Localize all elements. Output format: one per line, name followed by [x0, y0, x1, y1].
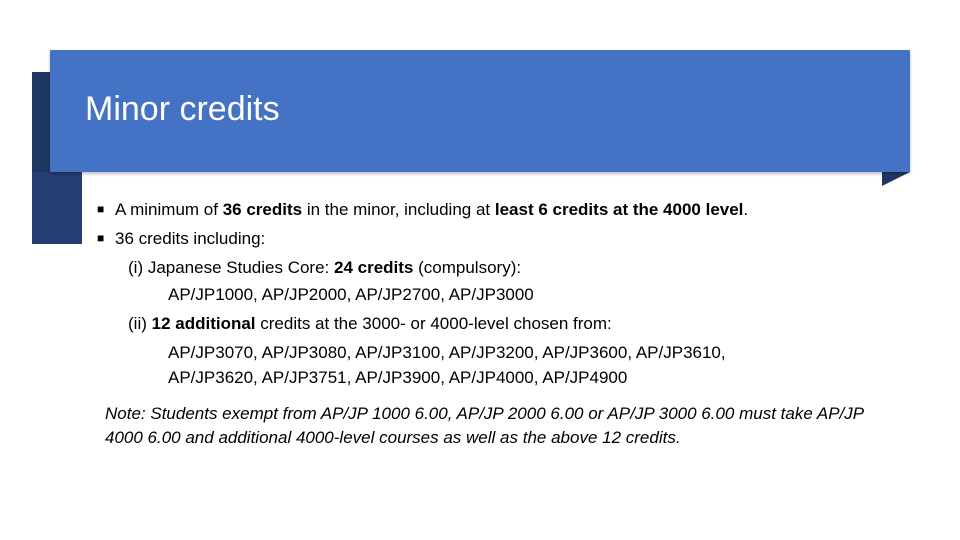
core-text-a: (i) Japanese Studies Core: [128, 258, 334, 277]
bullet-2-text: 36 credits including: [115, 229, 266, 248]
core-text-b: (compulsory): [413, 258, 522, 277]
additional-course-list-1: AP/JP3070, AP/JP3080, AP/JP3100, AP/JP3200, AP/JP3600, AP/JP3610, [168, 343, 726, 362]
square-bullet-icon: ■ [97, 202, 105, 216]
ribbon-left-shadow [32, 72, 50, 172]
square-bullet-icon: ■ [97, 231, 105, 245]
bullet-1-bold-credits: 36 credits [222, 200, 303, 219]
bullet-1-text-c: . [743, 200, 749, 219]
additional-bold: 12 additional [151, 314, 256, 333]
bullet-minimum-credits [97, 195, 897, 224]
additional-course-list-2: AP/JP3620, AP/JP3751, AP/JP3900, AP/JP4000, AP/JP4900 [168, 368, 628, 387]
bullet-1-text-b: in the minor, including at [302, 200, 495, 219]
additional-heading [97, 309, 897, 338]
additional-text-b: credits at the 3000- or 4000-level chosen from: [255, 314, 612, 333]
ribbon-right-fold [882, 172, 910, 186]
note-text: Note: Students exempt from AP/JP 1000 6.00, AP/JP 2000 6.00 or AP/JP 3000 6.00 must take AP/JP 4000 6.00 and additional 4000-level courses as well as the above 12 credits. [105, 404, 864, 447]
additional-text-a: (ii) [128, 314, 152, 333]
bullet-1-bold-level: least 6 credits at the 4000 level [494, 200, 744, 219]
content-body [97, 195, 897, 390]
core-course-list: AP/JP1000, AP/JP2000, AP/JP2700, AP/JP3000 [168, 285, 534, 304]
core-heading [97, 253, 897, 282]
bullet-credits-including [97, 224, 897, 253]
core-bold-credits: 24 credits [334, 258, 414, 277]
bullet-1-text-a: A minimum of [115, 200, 223, 219]
slide-title: Minor credits [85, 90, 280, 128]
